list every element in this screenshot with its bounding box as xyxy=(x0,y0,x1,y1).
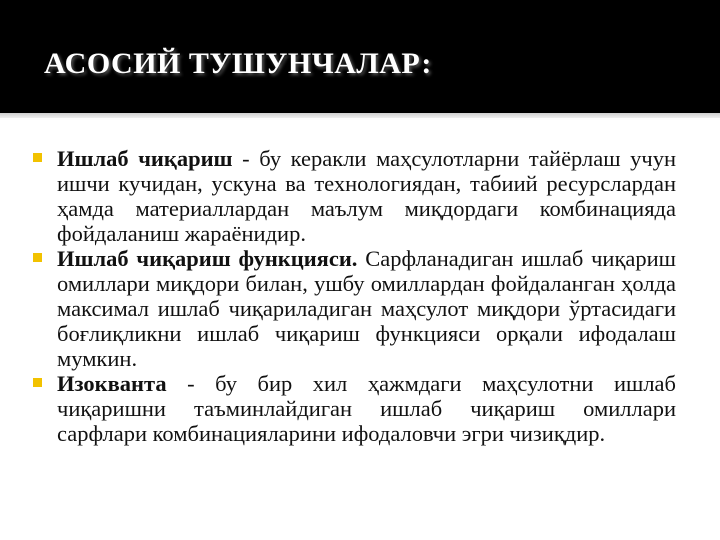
slide-title: АСОСИЙ ТУШУНЧАЛАР: xyxy=(44,47,432,80)
bullet-term: Ишлаб чиқариш функцияси. xyxy=(57,246,358,271)
bullet-item-production xyxy=(31,146,676,246)
bullet-square-icon xyxy=(33,253,42,262)
bullet-text: - бу бир хил ҳажмдаги маҳсулотни ишлаб чиқаришни таъминлайдиган ишлаб чиқариш омиллари сарфлари комбинацияларини ифодаловчи эгри чизиқдир. xyxy=(57,371,676,446)
bullet-term: Изокванта xyxy=(57,371,167,396)
bullet-term: Ишлаб чиқариш xyxy=(57,146,233,171)
bullet-item-isoquant xyxy=(31,371,676,446)
bullet-text: - бу керакли маҳсулотларни тайёрлаш учун ишчи кучидан, ускуна ва технологиядан, табиий ресурслардан ҳамда материаллардан маълум миқдордаги комбинацияда фойдаланиш жараёнидир. xyxy=(57,146,676,246)
title-divider xyxy=(0,113,720,118)
bullet-square-icon xyxy=(33,153,42,162)
title-bar xyxy=(0,0,720,113)
bullet-item-production-function xyxy=(31,246,676,371)
bullet-square-icon xyxy=(33,378,42,387)
bullet-text: Сарфланадиган ишлаб чиқариш омиллари миқдори билан, ушбу омиллардан фойдаланган ҳолда максимал ишлаб чиқариладиган маҳсулот миқдори ўртасидаги боғлиқликни ишлаб чиқариш функцияси орқали ифодалаш мумкин. xyxy=(57,246,676,371)
bullet-list xyxy=(31,146,676,446)
